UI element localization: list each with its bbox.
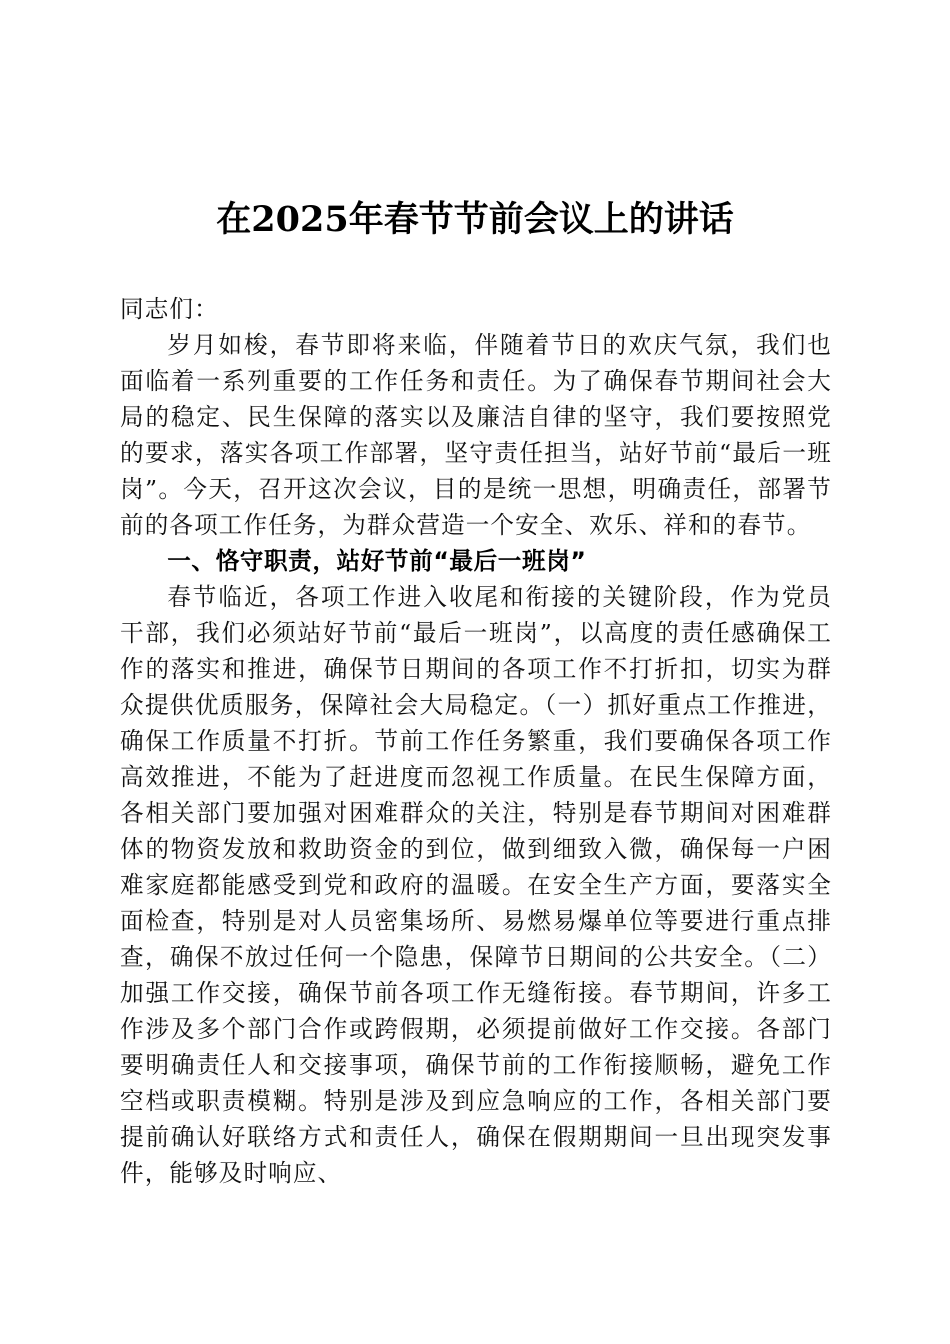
document-body	[120, 291, 832, 1191]
document-title: 在2025年春节节前会议上的讲话	[216, 199, 734, 240]
intro-paragraph: 岁月如梭，春节即将来临，伴随着节日的欢庆气氛，我们也面临着一系列重要的工作任务和责任。为了确保春节期间社会大局的稳定、民生保障的落实以及廉洁自律的坚守，我们要按照党的要求，落实各项工作部署，坚守责任担当，站好节前“最后一班岗”。今天，召开这次会议，目的是统一思想，明确责任，部署节前的各项工作任务，为群众营造一个安全、欢乐、祥和的春节。	[120, 331, 832, 539]
section-paragraph-1: 春节临近，各项工作进入收尾和衔接的关键阶段，作为党员干部，我们必须站好节前“最后一班岗”，以高度的责任感确保工作的落实和推进，确保节日期间的各项工作不打折扣，切实为群众提供优质服务，保障社会大局稳定。（一）抓好重点工作推进，确保工作质量不打折。节前工作任务繁重，我们要确保各项工作高效推进，不能为了赶进度而忽视工作质量。在民生保障方面，各相关部门要加强对困难群众的关注，特别是春节期间对困难群体的物资发放和救助资金的到位，做到细致入微，确保每一户困难家庭都能感受到党和政府的温暖。在安全生产方面，要落实全面检查，特别是对人员密集场所、易燃易爆单位等要进行重点排查，确保不放过任何一个隐患，保障节日期间的公共安全。（二）加强工作交接，确保节前各项工作无缝衔接。春节期间，许多工作涉及多个部门合作或跨假期，必须提前做好工作交接。各部门要明确责任人和交接事项，确保节前的工作衔接顺畅，避免工作空档或职责模糊。特别是涉及到应急响应的工作，各相关部门要提前确认好联络方式和责任人，确保在假期期间一旦出现突发事件，能够及时响应、	[120, 583, 832, 1187]
salutation: 同志们：	[120, 295, 219, 323]
section-heading-1: 一、恪守职责，站好节前“最后一班岗”	[167, 547, 587, 575]
